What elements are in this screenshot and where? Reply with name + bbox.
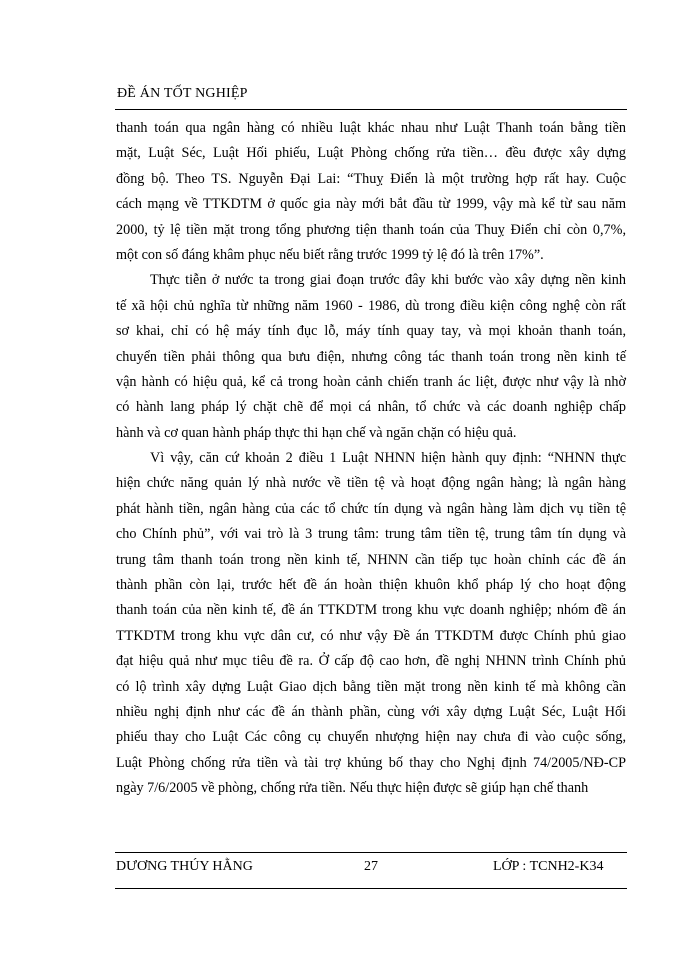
text-line: trung tâm thanh toán trong nền kinh tế, NHNN cần tiếp tục hoàn chỉnh các đề án bbox=[116, 551, 626, 568]
footer-bottom-rule bbox=[115, 888, 627, 889]
text-line: cách mạng về TTKDTM ở quốc gia này mới bắt đầu từ 1999, vậy mà kể từ sau năm bbox=[116, 196, 626, 213]
text-line: cho Chính phủ”, với vai trò là 3 trung tâm: trung tâm tiền tệ, trung tâm tín dụng và bbox=[116, 526, 626, 543]
paragraph bbox=[116, 268, 626, 446]
text-line: chuyển tiền phải thông qua bưu điện, nhưng công tác thanh toán trong nền kinh tế bbox=[116, 348, 626, 365]
text-line: thanh toán qua ngân hàng có nhiều luật khác nhau như Luật Thanh toán bằng tiền bbox=[116, 120, 626, 136]
text-line: một con số đáng khâm phục nếu biết rằng trước 1999 tỷ lệ đó là trên 17%”. bbox=[116, 246, 544, 263]
text-line: TTKDTM trong khu vực dân cư, có như vậy Đề án TTKDTM được Chính phủ giao bbox=[116, 627, 626, 644]
text-line: tế xã hội chủ nghĩa từ những năm 1960 - 1986, dù trong điều kiện công nghệ còn rất bbox=[116, 297, 626, 314]
text-line: thanh toán của nền kinh tế, đề án TTKDTM trong khu vực doanh nghiệp; nhóm đề án bbox=[116, 602, 626, 619]
text-line: Thực tiễn ở nước ta trong giai đoạn trước đây khi bước vào xây dựng nền kinh bbox=[150, 272, 626, 289]
text-line: phát hành tiền, ngân hàng của các tổ chức tín dụng và ngân hàng làm dịch vụ tiền tệ bbox=[116, 500, 626, 517]
text-line: 2000, tỷ lệ tiền mặt trong tổng phương tiện thanh toán của Thuỵ Điển chỉ còn 0,7%, bbox=[116, 221, 626, 238]
text-line: đạt hiệu quả như mục tiêu đề ra. Ở cấp độ cao hơn, đề nghị NHNN trình Chính phủ bbox=[116, 653, 626, 670]
text-line: sơ khai, chỉ có hệ máy tính đục lỗ, máy tính quay tay, và mọi khoản thanh toán, bbox=[116, 323, 626, 340]
footer-page-number: 27 bbox=[364, 859, 378, 874]
text-line: phiếu thay cho Luật Các công cụ chuyển nhượng hiện nay chưa đi vào cuộc sống, bbox=[116, 729, 626, 746]
footer-rule bbox=[115, 852, 627, 853]
text-line: hành và cơ quan hành pháp thực thi hạn chế và ngăn chặn có hiệu quả. bbox=[116, 424, 517, 441]
text-line: có lộ trình xây dựng Luật Giao dịch bằng tiền mặt trong nền kinh tế mà không cần bbox=[116, 678, 626, 695]
header-rule bbox=[115, 109, 627, 110]
text-line: Luật Phòng chống rửa tiền và tài trợ khủng bố thay cho Nghị định 74/2005/NĐ-CP bbox=[116, 754, 626, 771]
page-header-title: ĐỀ ÁN TỐT NGHIỆP bbox=[117, 86, 248, 101]
paragraph bbox=[116, 446, 626, 801]
text-line: thành phần còn lại, trước hết đề án hoàn thiện khuôn khổ pháp lý cho hoạt động bbox=[116, 577, 626, 594]
text-line: ngày 7/6/2005 về phòng, chống rửa tiền. Nếu thực hiện được sẽ giúp hạn chế thanh bbox=[116, 780, 589, 797]
text-line: đồng bộ. Theo TS. Nguyễn Đại Lai: “Thuỵ Điển là một trường hợp rất hay. Cuộc bbox=[116, 170, 626, 187]
text-line: có hành lang pháp lý chặt chẽ để mọi cá nhân, tổ chức và các doanh nghiệp chấp bbox=[116, 399, 626, 416]
footer-author: DƯƠNG THÚY HẰNG bbox=[116, 859, 253, 874]
footer-class-label: LỚP : TCNH2-K34 bbox=[493, 859, 604, 874]
paragraph bbox=[116, 116, 626, 268]
text-line: vận hành có hiệu quả, kể cả trong hoàn cảnh chiến tranh ác liệt, được như vậy là nhờ bbox=[116, 373, 626, 390]
text-line: nhiều nghị định như các đề án thành phần, cùng với xây dựng Luật Séc, Luật Hối bbox=[116, 703, 626, 720]
text-line: mặt, Luật Séc, Luật Hối phiếu, Luật Phòng chống rửa tiền… đều được xây dựng bbox=[116, 145, 626, 162]
document-body bbox=[116, 116, 626, 802]
text-line: hiện chức năng quản lý nhà nước về tiền tệ và hoạt động ngân hàng; là ngân hàng bbox=[116, 475, 626, 492]
text-line: Vì vậy, căn cứ khoản 2 điều 1 Luật NHNN hiện hành quy định: “NHNN thực bbox=[150, 450, 626, 467]
